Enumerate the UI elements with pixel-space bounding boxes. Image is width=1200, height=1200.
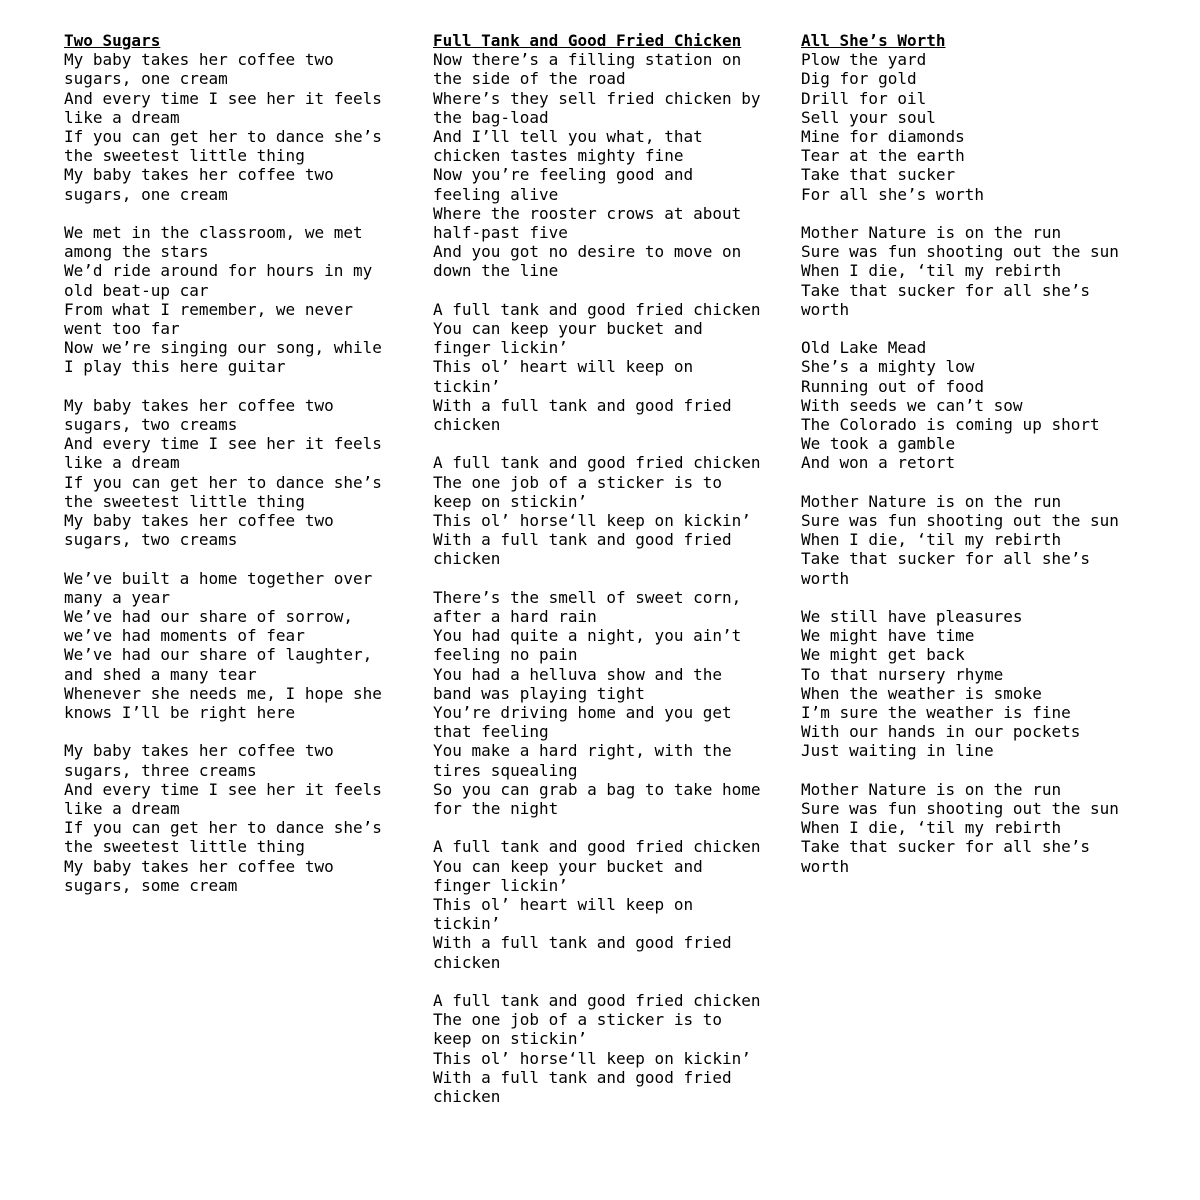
lyric-line: A full tank and good fried chicken xyxy=(433,453,761,473)
lyric-line: like a dream xyxy=(64,799,180,819)
lyric-line: Now you’re feeling good and xyxy=(433,165,694,185)
lyric-line: When I die, ‘til my rebirth xyxy=(801,530,1062,550)
song-column-full-tank xyxy=(433,31,778,1125)
lyric-line: You had a helluva show and the xyxy=(433,664,722,684)
lyric-line: band was playing tight xyxy=(433,683,645,703)
lyric-line: keep on stickin’ xyxy=(433,1029,588,1049)
stanza xyxy=(64,396,404,550)
lyric-line: This ol’ horse‘ll keep on kickin’ xyxy=(433,511,751,531)
lyric-line: sugars, one cream xyxy=(64,184,228,204)
lyric-line: Where’s they sell fried chicken by xyxy=(433,88,761,108)
lyric-line: You make a hard right, with the xyxy=(433,741,732,761)
lyric-line: Mother Nature is on the run xyxy=(801,223,1062,243)
song-lyrics xyxy=(433,50,778,1106)
lyric-line: half-past five xyxy=(433,223,568,243)
song-lyrics xyxy=(801,50,1141,876)
lyric-line: Running out of food xyxy=(801,376,985,396)
lyric-line: the sweetest little thing xyxy=(64,491,305,511)
lyric-line: You’re driving home and you get xyxy=(433,703,732,723)
song-column-all-shes-worth xyxy=(801,31,1141,895)
lyric-line: Plow the yard xyxy=(801,50,927,70)
stanza xyxy=(801,492,1141,588)
lyric-line: You can keep your bucket and xyxy=(433,319,703,339)
lyric-line: Take that sucker for all she’s xyxy=(801,280,1090,300)
lyric-line: Sure was fun shooting out the sun xyxy=(801,242,1119,262)
lyric-line: like a dream xyxy=(64,453,180,473)
lyric-line: I’m sure the weather is fine xyxy=(801,703,1071,723)
lyric-line: the bag-load xyxy=(433,107,549,127)
lyric-line: feeling alive xyxy=(433,184,559,204)
lyric-line: A full tank and good fried chicken xyxy=(433,837,761,857)
stanza xyxy=(801,50,1141,204)
lyric-line: that feeling xyxy=(433,722,549,742)
lyric-line: finger lickin’ xyxy=(433,875,568,895)
stanza xyxy=(433,50,778,280)
lyric-line: sugars, some cream xyxy=(64,875,238,895)
lyric-line: Sell your soul xyxy=(801,107,936,127)
song-title: Two Sugars xyxy=(64,31,161,50)
lyric-line: My baby takes her coffee two xyxy=(64,511,334,531)
lyric-line: Take that sucker xyxy=(801,165,956,185)
lyric-line: And you got no desire to move on xyxy=(433,242,742,262)
lyric-line: We met in the classroom, we met xyxy=(64,223,363,243)
lyric-line: With a full tank and good fried xyxy=(433,395,732,415)
stanza xyxy=(64,741,404,895)
lyric-line: down the line xyxy=(433,261,559,281)
lyric-line: The one job of a sticker is to xyxy=(433,1010,722,1030)
lyric-line: If you can get her to dance she’s xyxy=(64,127,382,147)
lyric-line: Take that sucker for all she’s xyxy=(801,549,1090,569)
lyric-line: With a full tank and good fried xyxy=(433,530,732,550)
lyric-line: chicken xyxy=(433,549,501,569)
stanza xyxy=(433,837,778,971)
lyric-line: the sweetest little thing xyxy=(64,837,305,857)
lyric-line: sugars, two creams xyxy=(64,415,238,435)
stanza xyxy=(64,50,404,204)
stanza xyxy=(433,588,778,818)
lyric-line: Take that sucker for all she’s xyxy=(801,837,1090,857)
lyric-line: The one job of a sticker is to xyxy=(433,472,722,492)
lyric-line: Sure was fun shooting out the sun xyxy=(801,511,1119,531)
lyric-line: And I’ll tell you what, that xyxy=(433,127,703,147)
lyric-line: worth xyxy=(801,856,850,876)
lyric-line: We still have pleasures xyxy=(801,607,1023,627)
lyric-line: If you can get her to dance she’s xyxy=(64,818,382,838)
lyric-line: A full tank and good fried chicken xyxy=(433,991,761,1011)
lyric-line: Old Lake Mead xyxy=(801,338,927,358)
lyric-line: old beat-up car xyxy=(64,280,209,300)
lyric-line: chicken xyxy=(433,415,501,435)
lyric-line: We’d ride around for hours in my xyxy=(64,261,373,281)
stanza xyxy=(433,453,778,568)
lyric-line: tickin’ xyxy=(433,914,501,934)
lyric-line: many a year xyxy=(64,587,170,607)
lyric-line: the side of the road xyxy=(433,69,626,89)
lyric-line: My baby takes her coffee two xyxy=(64,395,334,415)
lyric-line: Mine for diamonds xyxy=(801,127,965,147)
song-title: Full Tank and Good Fried Chicken xyxy=(433,31,742,50)
lyric-line: And every time I see her it feels xyxy=(64,434,382,454)
lyric-line: tickin’ xyxy=(433,376,501,396)
lyric-line: Whenever she needs me, I hope she xyxy=(64,683,382,703)
stanza xyxy=(433,300,778,434)
lyric-line: for the night xyxy=(433,799,559,819)
stanza xyxy=(64,569,404,723)
lyric-line: like a dream xyxy=(64,107,180,127)
lyric-line: You had quite a night, you ain’t xyxy=(433,626,742,646)
lyric-line: Mother Nature is on the run xyxy=(801,779,1062,799)
lyric-line: feeling no pain xyxy=(433,645,578,665)
lyric-line: We’ve had our share of sorrow, xyxy=(64,607,353,627)
lyric-line: And won a retort xyxy=(801,453,956,473)
lyric-line: So you can grab a bag to take home xyxy=(433,779,761,799)
lyric-line: My baby takes her coffee two xyxy=(64,50,334,70)
lyric-line: We might have time xyxy=(801,626,975,646)
stanza xyxy=(801,607,1141,761)
lyric-line: This ol’ horse‘ll keep on kickin’ xyxy=(433,1048,751,1068)
lyric-line: keep on stickin’ xyxy=(433,491,588,511)
lyric-line: She’s a mighty low xyxy=(801,357,975,377)
lyric-line: A full tank and good fried chicken xyxy=(433,299,761,319)
lyric-line: went too far xyxy=(64,319,180,339)
lyric-line: This ol’ heart will keep on xyxy=(433,357,694,377)
lyric-line: we’ve had moments of fear xyxy=(64,626,305,646)
lyric-line: chicken xyxy=(433,1087,501,1107)
lyric-line: And every time I see her it feels xyxy=(64,779,382,799)
lyric-line: Mother Nature is on the run xyxy=(801,491,1062,511)
lyric-line: Now there’s a filling station on xyxy=(433,50,742,70)
lyric-line: My baby takes her coffee two xyxy=(64,165,334,185)
lyric-line: If you can get her to dance she’s xyxy=(64,472,382,492)
stanza xyxy=(64,223,404,377)
lyric-line: When I die, ‘til my rebirth xyxy=(801,818,1062,838)
lyric-line: The Colorado is coming up short xyxy=(801,415,1100,435)
lyric-line: You can keep your bucket and xyxy=(433,856,703,876)
lyric-line: My baby takes her coffee two xyxy=(64,856,334,876)
stanza xyxy=(801,338,1141,472)
lyric-line: To that nursery rhyme xyxy=(801,664,1004,684)
lyric-line: We took a gamble xyxy=(801,434,956,454)
lyric-line: tires squealing xyxy=(433,760,578,780)
lyric-line: And every time I see her it feels xyxy=(64,88,382,108)
lyric-line: We’ve built a home together over xyxy=(64,568,373,588)
lyric-line: Just waiting in line xyxy=(801,741,994,761)
lyric-line: We’ve had our share of laughter, xyxy=(64,645,373,665)
lyric-line: knows I’ll be right here xyxy=(64,703,296,723)
song-lyrics xyxy=(64,50,404,895)
lyric-line: worth xyxy=(801,299,850,319)
lyric-line: Now we’re singing our song, while xyxy=(64,338,382,358)
lyric-line: There’s the smell of sweet corn, xyxy=(433,587,742,607)
lyric-line: sugars, two creams xyxy=(64,530,238,550)
lyric-line: among the stars xyxy=(64,242,209,262)
lyric-line: When the weather is smoke xyxy=(801,683,1042,703)
lyric-line: worth xyxy=(801,568,850,588)
lyric-line: With a full tank and good fried xyxy=(433,933,732,953)
lyric-line: For all she’s worth xyxy=(801,184,985,204)
lyric-line: after a hard rain xyxy=(433,607,597,627)
song-title: All She’s Worth xyxy=(801,31,946,50)
lyric-line: sugars, one cream xyxy=(64,69,228,89)
stanza xyxy=(801,223,1141,319)
lyric-line: With a full tank and good fried xyxy=(433,1067,732,1087)
lyric-line: Dig for gold xyxy=(801,69,917,89)
lyric-line: Where the rooster crows at about xyxy=(433,203,742,223)
lyric-line: I play this here guitar xyxy=(64,357,286,377)
lyric-line: and shed a many tear xyxy=(64,664,257,684)
lyric-line: With our hands in our pockets xyxy=(801,722,1081,742)
lyric-line: chicken xyxy=(433,952,501,972)
stanza xyxy=(433,991,778,1106)
lyric-line: finger lickin’ xyxy=(433,338,568,358)
lyric-line: This ol’ heart will keep on xyxy=(433,895,694,915)
lyric-line: sugars, three creams xyxy=(64,760,257,780)
lyric-line: Drill for oil xyxy=(801,88,927,108)
lyric-line: the sweetest little thing xyxy=(64,146,305,166)
song-column-two-sugars xyxy=(64,31,404,914)
lyric-line: chicken tastes mighty fine xyxy=(433,146,684,166)
lyric-line: From what I remember, we never xyxy=(64,299,353,319)
lyric-line: With seeds we can’t sow xyxy=(801,395,1023,415)
lyric-line: Sure was fun shooting out the sun xyxy=(801,799,1119,819)
lyric-line: We might get back xyxy=(801,645,965,665)
lyric-line: Tear at the earth xyxy=(801,146,965,166)
lyric-line: When I die, ‘til my rebirth xyxy=(801,261,1062,281)
stanza xyxy=(801,780,1141,876)
lyric-line: My baby takes her coffee two xyxy=(64,741,334,761)
